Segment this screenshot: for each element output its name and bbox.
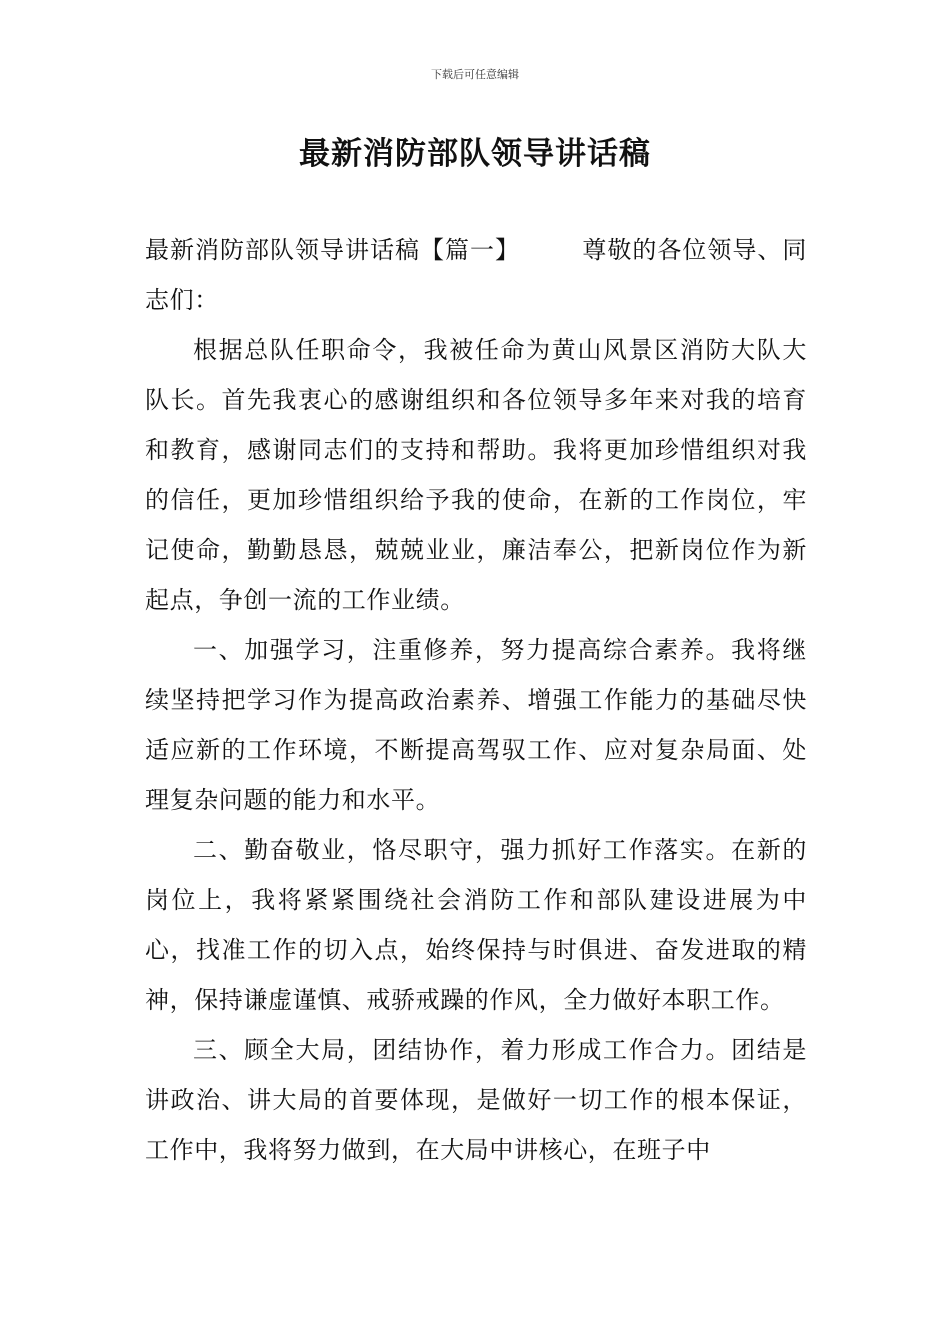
salutation: 尊敬的各位领导、同志们： (145, 236, 807, 314)
paragraph-1: 根据总队任职命令，我被任命为黄山风景区消防大队大队长。首先我衷心的感谢组织和各位领导多年来对我的培育和教育，感谢同志们的支持和帮助。我将更加珍惜组织对我的信任，更加珍惜组织给予我的使命，在新的工作岗位，牢记使命，勤勤恳恳，兢兢业业，廉洁奉公，把新岗位作为新起点，争创一流的工作业绩。 (145, 336, 807, 614)
opening-line (145, 225, 807, 325)
paragraph-4: 三、顾全大局，团结协作，着力形成工作合力。团结是讲政治、讲大局的首要体现，是做好一切工作的根本保证，工作中，我将努力做到，在大局中讲核心，在班子中 (145, 1036, 807, 1164)
paragraph-2: 一、加强学习，注重修养，努力提高综合素养。我将继续坚持把学习作为提高政治素养、增强工作能力的基础尽快适应新的工作环境，不断提高驾驭工作、应对复杂局面、处理复杂问题的能力和水平。 (145, 636, 807, 814)
paragraph-3: 二、勤奋敬业，恪尽职守，强力抓好工作落实。在新的岗位上，我将紧紧围绕社会消防工作和部队建设进展为中心，找准工作的切入点，始终保持与时俱进、奋发进取的精神，保持谦虚谨慎、戒骄戒躁的作风，全力做好本职工作。 (145, 836, 807, 1014)
section-label: 最新消防部队领导讲话稿【篇一】 (145, 236, 520, 264)
document-title: 最新消防部队领导讲话稿 (299, 136, 651, 172)
header-note: 下载后可任意编辑 (431, 68, 519, 81)
document-body (145, 225, 807, 1175)
